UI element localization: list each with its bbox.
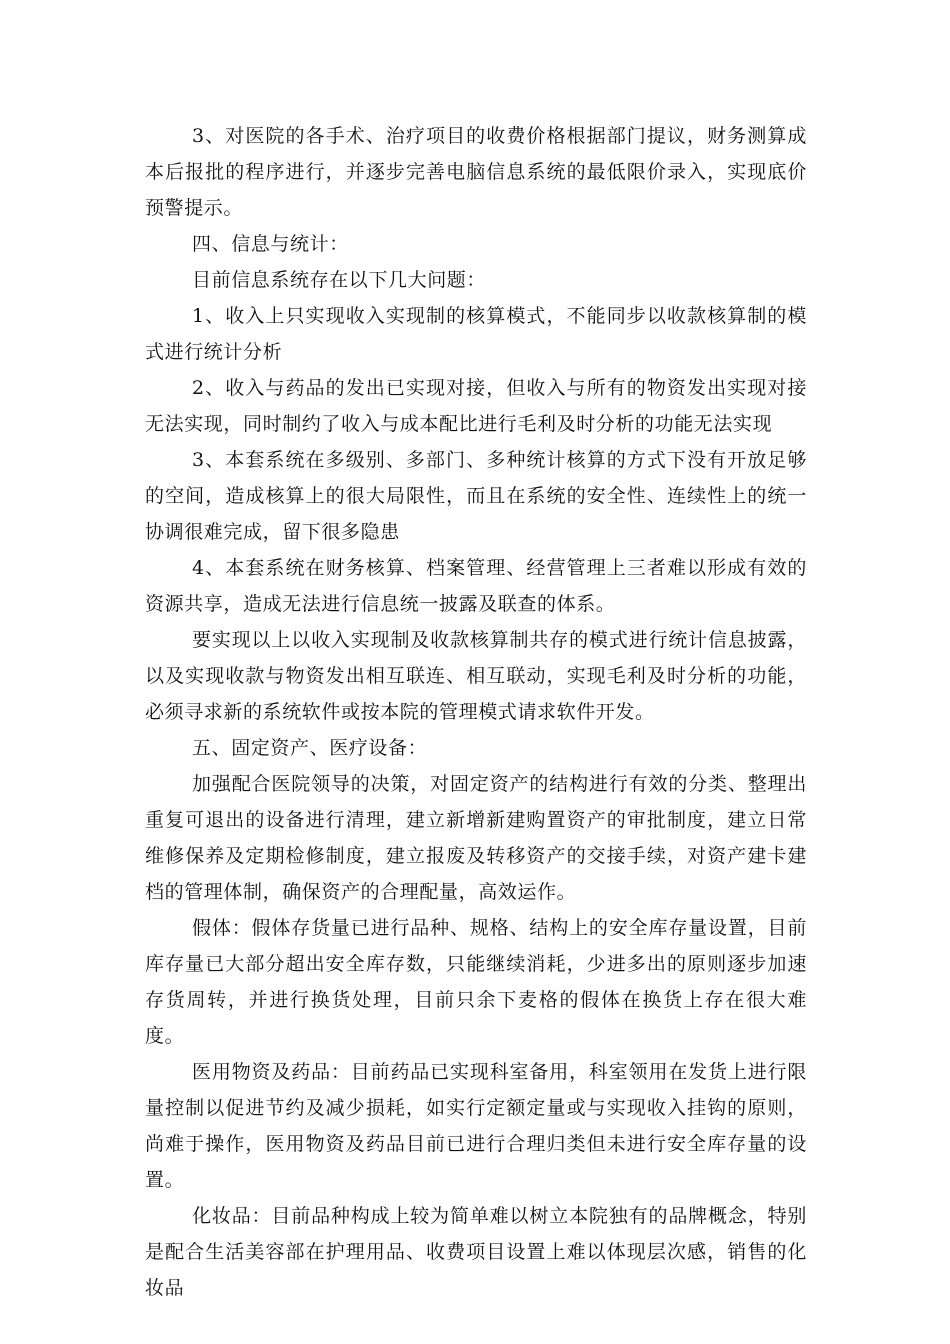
paragraph-issue-4: 4、本套系统在财务核算、档案管理、经营管理上三者难以形成有效的资源共享，造成无法进行信息统一披露及联查的体系。 bbox=[145, 557, 807, 615]
paragraph-pricing-approval: 3、对医院的各手术、治疗项目的收费价格根据部门提议，财务测算成本后报批的程序进行，并逐步完善电脑信息系统的最低限价录入，实现底价预警提示。 bbox=[145, 125, 807, 219]
paragraph-fixed-assets: 加强配合医院领导的决策，对固定资产的结构进行有效的分类、整理出重复可退出的设备进行清理，建立新增新建购置资产的审批制度，建立日常维修保养及定期检修制度，建立报废及转移资产的交接手续，对资产建卡建档的管理体制，确保资产的合理配量，高效运作。 bbox=[145, 773, 807, 903]
document-body bbox=[145, 118, 807, 1306]
paragraph-issue-2: 2、收入与药品的发出已实现对接，但收入与所有的物资发出实现对接无法实现，同时制约了收入与成本配比进行毛利及时分析的功能无法实现 bbox=[145, 377, 807, 435]
paragraph-system-requirement: 要实现以上以收入实现制及收款核算制共存的模式进行统计信息披露，以及实现收款与物资发出相互联连、相互联动，实现毛利及时分析的功能，必须寻求新的系统软件或按本院的管理模式请求软件开发。 bbox=[145, 629, 807, 723]
paragraph-issue-1: 1、收入上只实现收入实现制的核算模式，不能同步以收款核算制的模式进行统计分析 bbox=[145, 305, 807, 363]
paragraph-issue-3: 3、本套系统在多级别、多部门、多种统计核算的方式下没有开放足够的空间，造成核算上的很大局限性，而且在系统的安全性、连续性上的统一协调很难完成，留下很多隐患 bbox=[145, 449, 807, 543]
section-heading-fixed-assets: 五、固定资产、医疗设备： bbox=[192, 737, 428, 759]
paragraph-prosthesis: 假体：假体存货量已进行品种、规格、结构上的安全库存量设置，目前库存量已大部分超出安全库存数，只能继续消耗，少进多出的原则逐步加速存货周转，并进行换货处理，目前只余下麦格的假体在换货上存在很大难度。 bbox=[145, 917, 807, 1047]
paragraph-medical-supplies: 医用物资及药品：目前药品已实现科室备用，科室领用在发货上进行限量控制以促进节约及减少损耗，如实行定额定量或与实现收入挂钩的原则，尚难于操作，医用物资及药品目前已进行合理归类但未进行安全库存量的设置。 bbox=[145, 1061, 807, 1191]
paragraph-cosmetics: 化妆品：目前品种构成上较为简单难以树立本院独有的品牌概念，特别是配合生活美容部在护理用品、收费项目设置上难以体现层次感，销售的化妆品 bbox=[145, 1205, 807, 1299]
section-heading-information-statistics: 四、信息与统计： bbox=[192, 233, 349, 255]
paragraph-issues-intro: 目前信息系统存在以下几大问题： bbox=[192, 269, 487, 291]
